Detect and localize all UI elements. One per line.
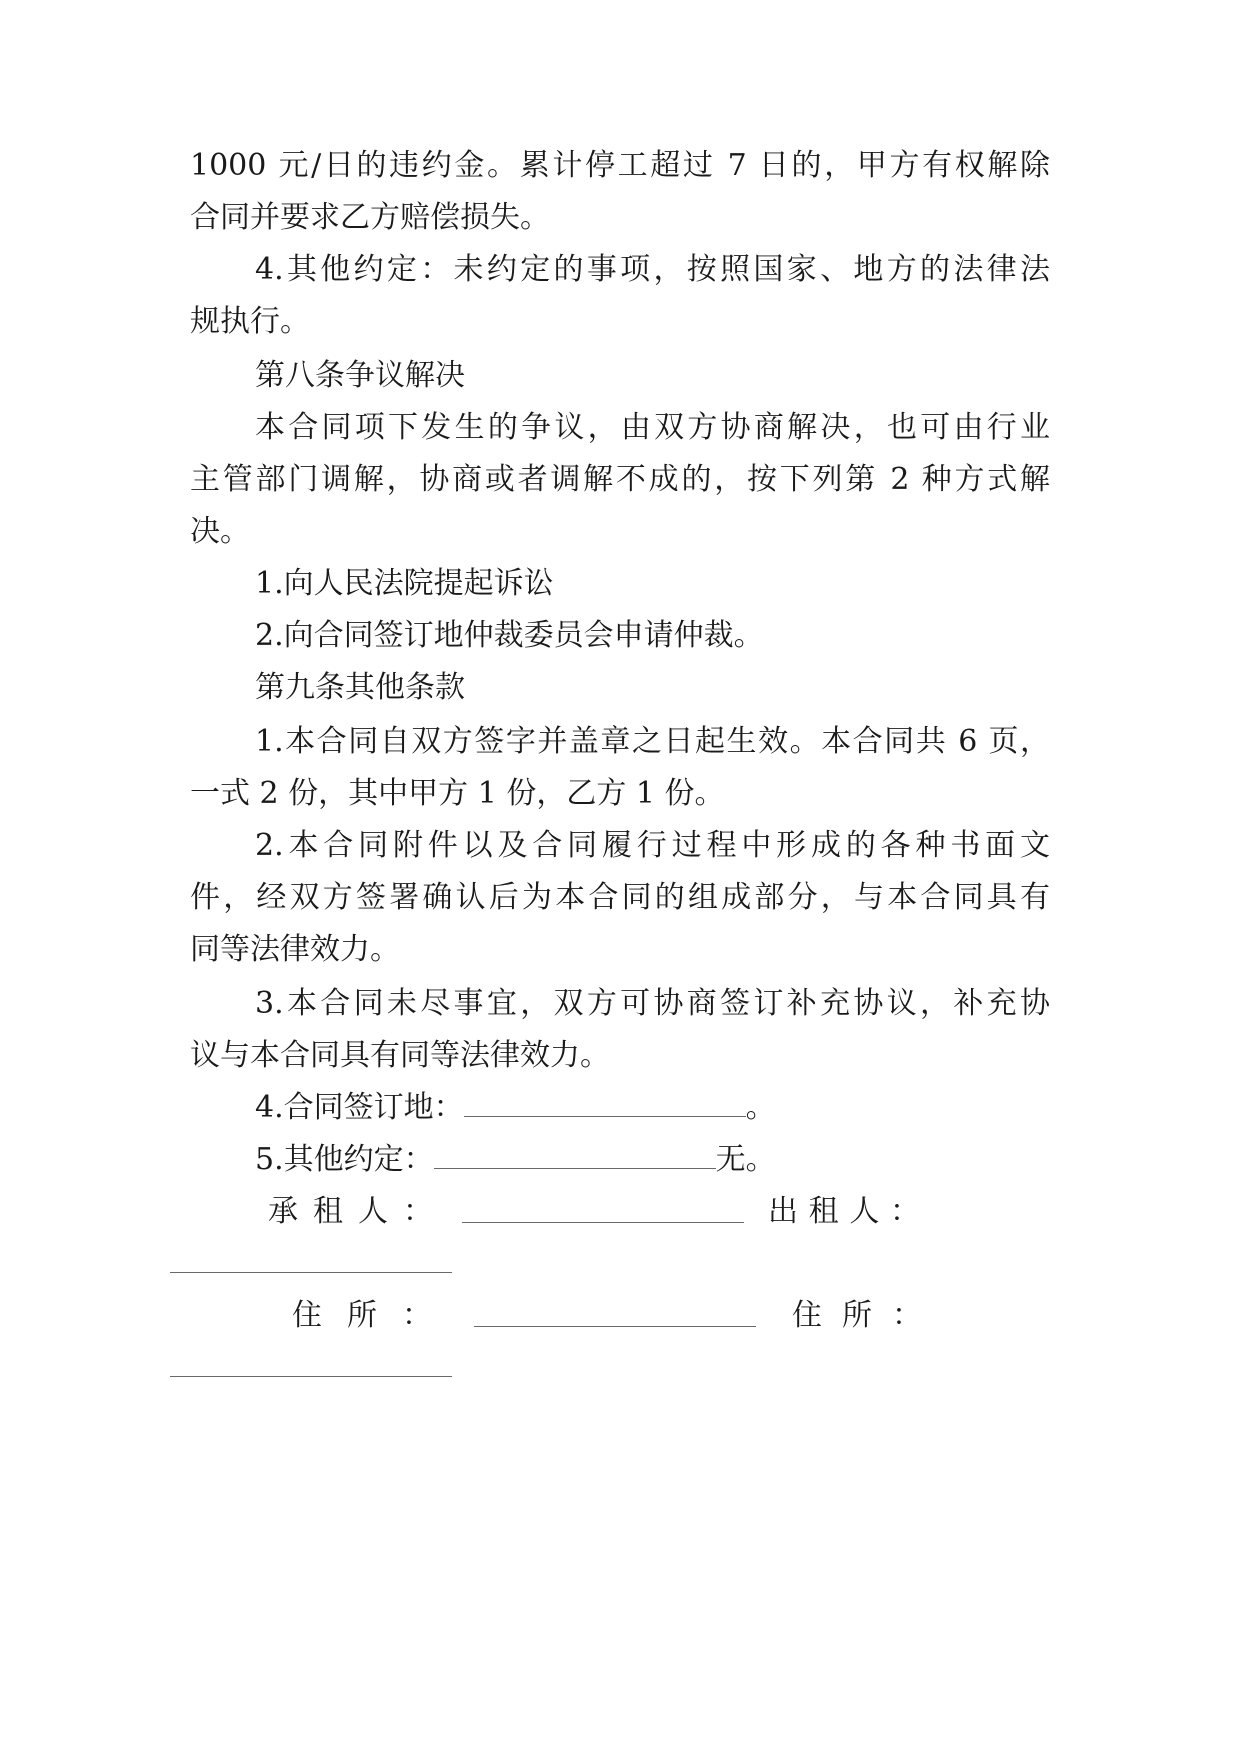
paragraph-line: 议与本合同具有同等法律效力。 [190, 1038, 610, 1073]
sign-place-blank[interactable] [464, 1088, 746, 1117]
paragraph-line: 规执行。 [190, 304, 310, 339]
address-label-2-wrap [792, 1296, 922, 1336]
lessor-address-label: 住所： [792, 1298, 922, 1333]
paragraph-line: 4.其他约定：未约定的事项，按照国家、地方的法律法 [255, 252, 1050, 287]
paragraph-line: 主管部门调解，协商或者调解不成的，按下列第 2 种方式解 [190, 462, 1050, 497]
paragraph-line: 一式 2 份，其中甲方 1 份，乙方 1 份。 [190, 776, 725, 811]
other-agreement-label: 5.其他约定： [255, 1142, 434, 1177]
paragraph-line: 2.本合同附件以及合同履行过程中形成的各种书面文 [255, 828, 1050, 863]
section-heading: 第八条争议解决 [255, 358, 465, 393]
sign-place-end: 。 [745, 1090, 776, 1125]
paragraph-line: 件，经双方签署确认后为本合同的组成部分，与本合同具有 [190, 880, 1050, 915]
paragraph-line: 同等法律效力。 [190, 932, 400, 967]
lessor-blank[interactable] [170, 1272, 452, 1273]
list-item: 1.向人民法院提起诉讼 [255, 566, 554, 601]
lessor-address-blank[interactable] [170, 1376, 452, 1377]
lessee-label: 承租人： [268, 1194, 433, 1229]
list-item: 2.向合同签订地仲裁委员会申请仲裁。 [255, 618, 764, 653]
lessee-label-wrap [268, 1192, 433, 1232]
sign-place-label: 4.合同签订地： [255, 1090, 464, 1125]
section-heading: 第九条其他条款 [255, 670, 465, 705]
paragraph-line: 1.本合同自双方签字并盖章之日起生效。本合同共 6 页， [255, 724, 1050, 759]
lessee-address-blank[interactable] [474, 1326, 756, 1327]
paragraph-line: 3.本合同未尽事宜，双方可协商签订补充协议，补充协 [255, 986, 1050, 1021]
lessor-label-wrap [768, 1192, 920, 1232]
other-agreement-blank[interactable] [434, 1140, 716, 1169]
lessee-blank[interactable] [462, 1222, 744, 1223]
paragraph-line: 合同并要求乙方赔偿损失。 [190, 200, 550, 235]
lessor-label: 出租人： [768, 1194, 920, 1229]
paragraph-line: 1000 元/日的违约金。累计停工超过 7 日的，甲方有权解除 [190, 148, 1050, 183]
address-label-wrap [292, 1296, 432, 1336]
paragraph-line: 本合同项下发生的争议，由双方协商解决，也可由行业 [255, 410, 1050, 445]
sign-place-row [255, 1088, 1050, 1128]
lessee-address-label: 住所： [292, 1298, 432, 1333]
other-agreement-end: 无。 [715, 1142, 776, 1177]
paragraph-line: 决。 [190, 514, 250, 549]
other-agreement-row [255, 1140, 1050, 1180]
